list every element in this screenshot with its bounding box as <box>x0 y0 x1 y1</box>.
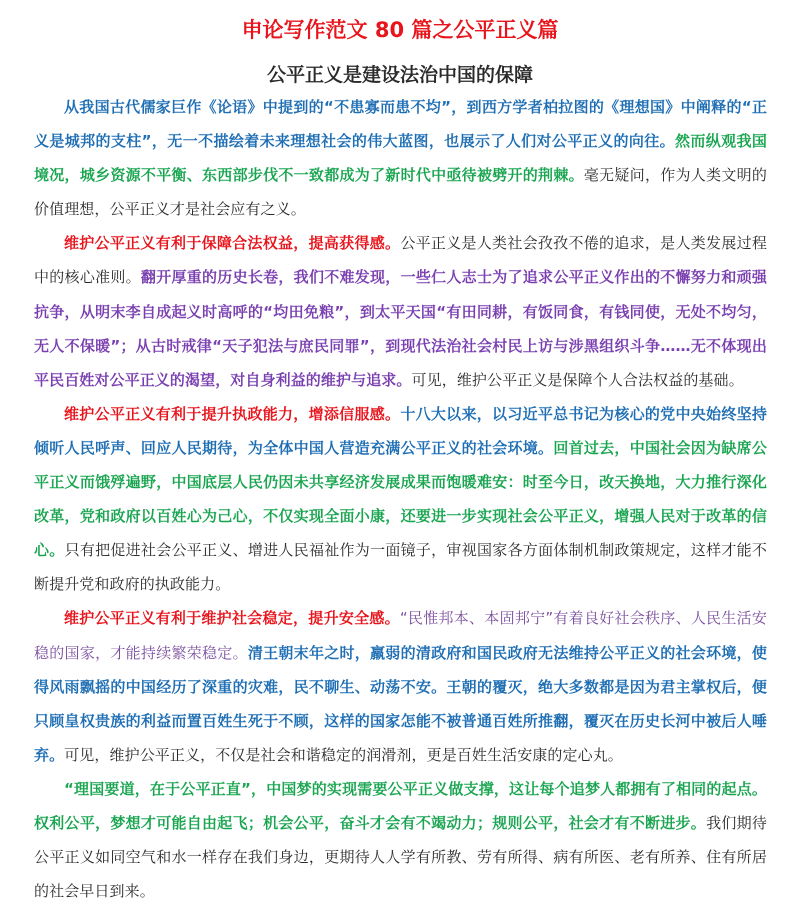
document-title: 申论写作范文 80 篇之公平正义篇 <box>241 18 559 42</box>
paragraph-governance <box>34 397 767 602</box>
text-segment: 可见，维护公平正义，不仅是社会和谐稳定的润滑剂，更是百姓生活安康的定心丸。 <box>64 745 623 764</box>
text-segment: 可见，维护公平正义是保障个人合法权益的基础。 <box>411 370 744 389</box>
paragraph-rights <box>34 226 767 396</box>
text-segment: 从我国古代儒家巨作《论语》中提到的“不患寡而患不均”，到西方学者柏拉图的《理想国》中阐释的“正义是城邦的支柱”，无一不描绘着未来理想社会的伟大蓝图，也展示了人们对公平正义的向往。 <box>34 98 767 151</box>
topic-sentence: 维护公平正义有利于维护社会稳定，提升安全感。 <box>64 609 400 628</box>
text-segment: 公平正义是人类社会孜孜不倦的追求，是人类发展过程中的核心准则。 <box>34 234 768 287</box>
text-segment: 然而纵观我国境况，城乡资源不平衡、东西部步伐不一致都成为了新时代中亟待被劈开的荆棘。 <box>34 132 768 185</box>
text-segment: 回首过去，中国社会因为缺席公平正义而饿殍遍野，中国底层人民仍因未共享经济发展成果而饱暖难安：时至今日，改天换地，大力推行深化改革，党和政府以百姓心为己心，不仅实现全面小康，还要进一步实现社会公平正义，增强人民对于改革的信心。 <box>34 438 767 560</box>
paragraph-intro <box>34 90 767 226</box>
paragraph-conclusion <box>34 772 767 908</box>
text-segment: 十八大以来，以习近平总书记为核心的党中央始终坚持倾听人民呼声、回应人民期待，为全体中国人营造充满公平正义的社会环境。 <box>34 404 768 457</box>
text-segment: 毫无疑问，作为人类文明的价值理想，公平正义才是社会应有之义。 <box>34 166 767 219</box>
topic-sentence: 维护公平正义有利于保障合法权益，提高获得感。 <box>64 234 401 253</box>
paragraph-stability <box>34 601 767 771</box>
text-segment: 清王朝末年之时，羸弱的清政府和国民政府无法维持公平正义的社会环境，使得风雨飘摇的中国经历了深重的灾难，民不聊生、动荡不安。王朝的覆灭，绝大多数都是因为君主掌权后，便只顾皇权贵族的利益而置百姓生死于不顾，这样的国家怎能不被普通百姓所推翻，覆灭在历史长河中被后人唾弃。 <box>34 643 767 764</box>
text-segment: 翻开厚重的历史长卷，我们不难发现，一些仁人志士为了追求公平正义作出的不懈努力和顽强抗争，从明末李自成起义时高呼的“均田免粮”，到太平天国“有田同耕，有饭同食，有钱同使，无处不均匀，无人不保暖”；从古时戒律“天子犯法与庶民同罪”，到现代法治社会村民上访与涉黑组织斗争……无不体现出平民百姓对公平正义的渴望，对自身利益的维护与追求。 <box>34 268 767 389</box>
text-segment: 我们期待公平正义如同空气和水一样存在我们身边，更期待人人学有所教、劳有所得、病有所医、老有所养、住有所居的社会早日到来。 <box>34 813 768 901</box>
essay-title: 公平正义是建设法治中国的保障 <box>266 64 533 86</box>
text-segment: “理国要道，在于公平正直”，中国梦的实现需要公平正义做支撑，这让每个追梦人都拥有了相同的起点。权利公平，梦想才可能自由起飞；机会公平，奋斗才会有不竭动力；规则公平，社会才有不断进步。 <box>34 779 767 832</box>
topic-sentence: 维护公平正义有利于提升执政能力，增添信服感。 <box>64 404 401 423</box>
text-segment: 只有把促进社会公平正义、增进人民福祉作为一面镜子，审视国家各方面体制机制政策规定，这样才能不断提升党和政府的执政能力。 <box>34 541 768 594</box>
essay-body <box>34 90 767 908</box>
text-segment: “民惟邦本、本固邦宁”有着良好社会秩序、人民生活安稳的国家，才能持续繁荣稳定。 <box>34 609 768 662</box>
